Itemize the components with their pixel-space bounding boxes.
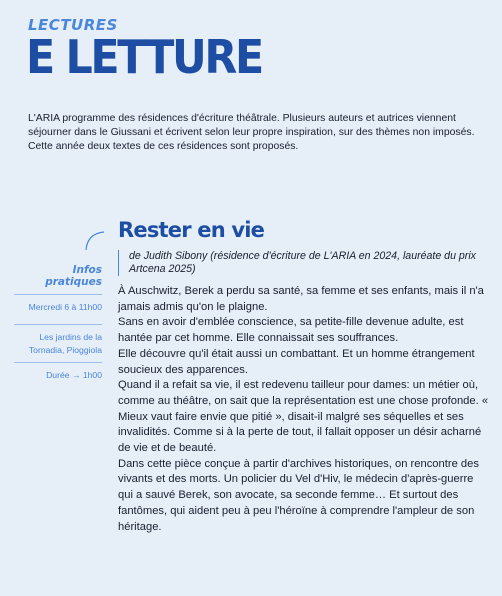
show-byline: de Judith Sibony (résidence d'écriture de L'ARIA en 2024, lauréate du prix Artcena 2025) xyxy=(118,250,495,276)
info-duration-text: Durée → 1h00 xyxy=(46,370,102,380)
info-date xyxy=(14,294,102,314)
info-date-text: Mercredi 6 à 11h00 xyxy=(28,302,102,312)
page-title: E LETTURE xyxy=(26,30,262,84)
description-paragraph: À Auschwitz, Berek a perdu sa santé, sa femme et ses enfants, mais il n'a jamais admis qu'on le plaigne. xyxy=(118,285,484,313)
decorative-curve-icon xyxy=(84,230,106,252)
info-duration xyxy=(14,362,102,382)
info-place-line2: Tornadia, Pioggiola xyxy=(28,345,102,355)
show-title: Rester en vie xyxy=(118,218,265,242)
show-description xyxy=(118,284,490,535)
infos-heading-line2: pratiques xyxy=(45,276,102,288)
info-place xyxy=(14,324,102,357)
infos-heading-line1: Infos xyxy=(72,264,102,276)
description-paragraph: Sans en avoir d'emblée conscience, sa petite-fille devenue adulte, est hantée par cet homme. Elle connaissait ses souffrances. xyxy=(118,316,464,345)
section-kicker: LECTURES xyxy=(28,16,118,34)
description-paragraph: Dans cette pièce conçue à partir d'archives historiques, on rencontre des vivants et des morts. Un policier du Vel d'Hiv, le médecin d'après-guerre qui a sauvé Berek, son avocate, sa seconde femme… Et surtout des fantômes, qui aident peu à peu l'héroïne à comprendre l'ampleur de son héritage. xyxy=(118,457,479,533)
description-paragraph: Quand il a refait sa vie, il est redevenu tailleur pour dames: un métier où, comme au théâtre, on sait que la représentation est une chose profonde. « Mieux vaut faire envie que pitié », disait-il malgré ses séquelles et ses invalidités. Comme si à la perte de tout, il fallait opposer un désir acharné de vie et de beauté. xyxy=(118,379,489,455)
intro-paragraph: L'ARIA programme des résidences d'écriture théâtrale. Plusieurs auteurs et autrices viennent séjourner dans le Giussani et écrivent selon leur propre inspiration, sur des thèmes non imposés. Cette année deux textes de ces résidences sont proposés. xyxy=(28,113,475,152)
description-paragraph: Elle découvre qu'il était aussi un combattant. Et un homme étrangement soucieux des apparences. xyxy=(118,347,475,376)
info-place-line1: Les jardins de la xyxy=(39,332,102,342)
infos-heading xyxy=(22,264,102,288)
